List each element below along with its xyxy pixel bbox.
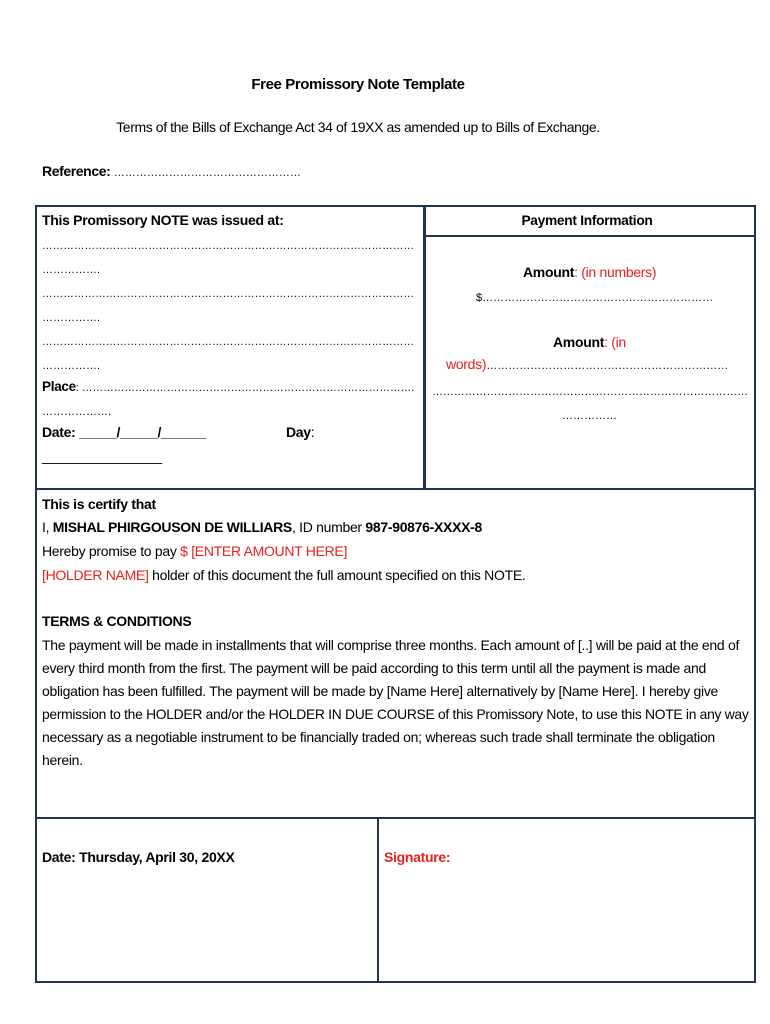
day-colon: : xyxy=(310,424,315,440)
promise-text: Hereby promise to pay xyxy=(42,543,181,559)
debtor-name: MISHAL PHIRGOUSON DE WILLIARS xyxy=(52,519,292,535)
issued-blank-5[interactable]: …………………………………………………………………………………………… xyxy=(42,336,414,348)
issued-blank-2[interactable]: ……………. xyxy=(42,264,101,276)
place-line xyxy=(42,377,414,397)
promise-line xyxy=(42,542,347,560)
day-line xyxy=(286,423,314,441)
place-blank[interactable]: : …………………………………………………………………………………. xyxy=(75,382,415,394)
amount-words-blank-2[interactable]: …………………………………………………………………………… xyxy=(432,386,749,398)
id-text: , ID number xyxy=(291,519,366,535)
certify-prefix: I, xyxy=(42,519,53,535)
amount-words-blank[interactable]: ………………………………………………………… xyxy=(486,360,729,372)
payment-heading: Payment Information xyxy=(521,212,653,228)
signature-label: Signature: xyxy=(384,849,451,865)
terms-line: herein. xyxy=(42,752,83,768)
id-number: 987-90876-XXXX-8 xyxy=(365,519,483,535)
issued-heading: This Promissory NOTE was issued at: xyxy=(42,212,284,228)
amount-words-label: Amount xyxy=(553,334,605,350)
issued-blank-3[interactable]: …………………………………………………………………………………………… xyxy=(42,288,414,300)
holder-text: holder of this document the full amount specified on this NOTE. xyxy=(148,567,526,583)
date-blank-label[interactable]: Date: _____/_____/______ xyxy=(42,424,207,440)
amount-placeholder[interactable]: $ [ENTER AMOUNT HERE] xyxy=(180,543,348,559)
amount-numbers-label: Amount xyxy=(523,264,575,280)
footer-date-box xyxy=(35,817,379,983)
issued-blank-4[interactable]: ……………. xyxy=(42,312,101,324)
amount-numbers-blank[interactable]: $……………………………………………………… xyxy=(476,292,714,304)
document-subtitle: Terms of the Bills of Exchange Act 34 of 19XX as amended up to Bills of Exchange. xyxy=(116,119,600,135)
amount-numbers-hint: : (in numbers) xyxy=(574,264,657,280)
reference-blank[interactable]: …………………………………………… xyxy=(113,167,301,179)
certify-box xyxy=(35,488,756,819)
footer-signature-box[interactable] xyxy=(377,817,756,983)
amount-words-hint-a: : (in xyxy=(604,334,626,350)
document-title: Free Promissory Note Template xyxy=(251,76,465,93)
issued-box xyxy=(35,205,425,490)
day-label: Day xyxy=(286,424,311,440)
certify-identity-line xyxy=(42,518,482,536)
payment-box xyxy=(424,205,756,490)
footer-date: Date: Thursday, April 30, 20XX xyxy=(42,849,235,865)
terms-line: necessary as a negotiable instrument to be financially traded on; whereas such trade shall terminate the obligation xyxy=(42,729,715,745)
place-blank-2[interactable]: ………………. xyxy=(42,406,112,418)
terms-line: permission to the HOLDER and/or the HOLDER IN DUE COURSE of this Promissory Note, to use this NOTE in any way xyxy=(42,706,749,722)
holder-line xyxy=(42,566,525,584)
amount-words-blank-3[interactable]: …………… xyxy=(562,410,617,422)
terms-line: obligation has been fulfilled. The payment will be made by [Name Here] alternatively by [Name Here]. I hereby give xyxy=(42,683,719,699)
amount-words-hint-b: words) xyxy=(446,356,487,372)
payment-header xyxy=(426,207,754,237)
certify-heading: This is certify that xyxy=(42,496,156,512)
holder-placeholder[interactable]: [HOLDER NAME] xyxy=(42,567,149,583)
issued-blank-1[interactable]: …………………………………………………………………………………………… xyxy=(42,240,414,252)
place-label: Place xyxy=(42,378,76,394)
terms-heading: TERMS & CONDITIONS xyxy=(42,613,192,629)
date-underline[interactable]: ________________ xyxy=(42,448,162,464)
amount-words-line-2 xyxy=(446,355,728,375)
amount-numbers-line xyxy=(523,263,656,281)
reference-line xyxy=(42,163,301,179)
amount-words-line xyxy=(553,333,626,351)
terms-line: The payment will be made in installments that will comprise three months. Each amount of [..] will be paid at the end of xyxy=(42,637,740,653)
terms-line: every third month from the first. The payment will be paid according to this term until all the payment is made and xyxy=(42,660,707,676)
issued-blank-6[interactable]: ……………. xyxy=(42,360,101,372)
reference-label: Reference: xyxy=(42,163,111,179)
